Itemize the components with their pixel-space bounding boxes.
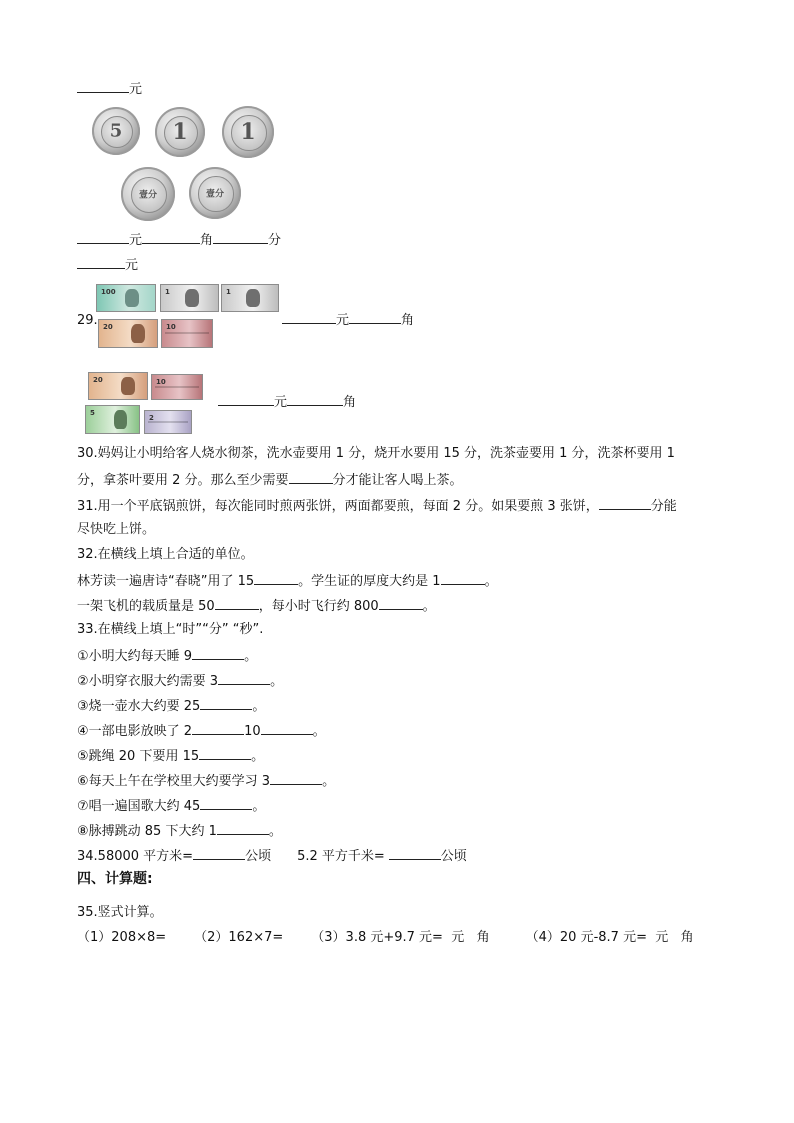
note-value: 10: [166, 323, 176, 331]
q33-item: [77, 647, 257, 665]
blank[interactable]: [77, 231, 129, 244]
blank[interactable]: [217, 822, 269, 835]
note-value: 5: [90, 409, 95, 417]
text: 34.58000 平方米=: [77, 849, 194, 864]
unit-jiao: 角: [200, 233, 214, 248]
text: 。: [322, 774, 336, 789]
blank[interactable]: [218, 393, 274, 406]
q34-line: [77, 847, 467, 865]
text: 分，拿茶叶要用 2 分。那么至少需要: [77, 473, 289, 488]
q35-items: [77, 930, 694, 946]
text: 。: [244, 649, 258, 664]
text: ④一部电影放映了 2: [77, 724, 193, 739]
blank[interactable]: [599, 497, 651, 510]
calc-item: （4）20 元-8.7 元= 元 角: [525, 930, 694, 945]
blank[interactable]: [77, 80, 129, 93]
banknote-20yuan: [98, 319, 158, 348]
coin-label: 壹分: [138, 190, 157, 201]
blank[interactable]: [199, 747, 251, 760]
text: 。: [422, 599, 436, 614]
blank[interactable]: [287, 393, 343, 406]
blank[interactable]: [349, 311, 401, 324]
unit-yuan: 元: [129, 82, 143, 97]
calc-item: （3）3.8 元+9.7 元= 元 角: [311, 930, 490, 945]
q30-line1: 30.妈妈让小明给客人烧水彻茶，洗水壶要用 1 分，烧开水要用 15 分，洗茶壶要用 1 分，洗茶杯要用 1: [77, 446, 675, 461]
text: ②小明穿衣服大约需要 3: [77, 674, 219, 689]
q32-line2: [77, 597, 436, 615]
q33-title: 33.在横线上填上“时”“分” “秒”.: [77, 622, 264, 637]
text: 。: [270, 674, 284, 689]
calc-item: （2）162×7=: [194, 930, 284, 945]
coin-5jiao-image: [92, 107, 140, 155]
text: 一架飞机的载质量是 50: [77, 599, 215, 614]
coin-total-line: [77, 256, 138, 274]
coin-label: 5: [109, 120, 123, 142]
q33-item: [77, 772, 335, 790]
unit-yuan: 元: [274, 395, 288, 410]
text: 5.2 平方千米=: [297, 849, 385, 864]
blank[interactable]: [282, 311, 336, 324]
coin-label: 壹分: [205, 189, 224, 200]
blank[interactable]: [441, 572, 485, 585]
text: 31.用一个平底锅煎饼，每次能同时煎两张饼，两面都要煎，每面 2 分。如果要煎 3 张饼，: [77, 499, 599, 514]
blank[interactable]: [192, 647, 244, 660]
text: ③烧一壶水大约要 25: [77, 699, 201, 714]
coin-answer-line: [77, 231, 281, 249]
note-value: 20: [103, 323, 113, 331]
note-value: 1: [165, 288, 170, 296]
blank[interactable]: [379, 597, 423, 610]
blank[interactable]: [270, 772, 322, 785]
q33-item: [77, 672, 283, 690]
blank[interactable]: [389, 847, 441, 860]
banknote-1yuan: [160, 284, 219, 312]
blank[interactable]: [213, 231, 268, 244]
q31-line2: 尽快吃上饼。: [77, 522, 156, 537]
note-value: 20: [93, 376, 103, 384]
blank[interactable]: [215, 597, 259, 610]
blank[interactable]: [142, 231, 200, 244]
blank[interactable]: [261, 722, 313, 735]
coin-1fen-image: [189, 167, 241, 219]
note-value: 1: [226, 288, 231, 296]
text: ⑤跳绳 20 下要用 15: [77, 749, 200, 764]
text: 分能: [650, 499, 677, 514]
q35-title: 35.竖式计算。: [77, 905, 163, 920]
banknote-10jiao: [151, 374, 203, 400]
blank[interactable]: [254, 572, 298, 585]
q33-item: [77, 722, 326, 740]
note-value: 10: [156, 378, 166, 386]
unit-yuan: 元: [336, 313, 350, 328]
coin-1fen-image: [121, 167, 175, 221]
text: ⑦唱一遍国歌大约 45: [77, 799, 201, 814]
text: ⑥每天上午在学校里大约要学习 3: [77, 774, 271, 789]
q29-row1-answer: [282, 311, 414, 329]
banknote-100yuan: [96, 284, 156, 312]
text: 。: [251, 749, 265, 764]
unit-jiao: 角: [401, 313, 415, 328]
banknote-10jiao: [161, 319, 213, 348]
coin-label: 1: [240, 119, 256, 145]
coin-label: 1: [172, 119, 188, 145]
text: 。: [268, 824, 282, 839]
text: 林芳读一遍唐诗“春晓”用了 15: [77, 574, 255, 589]
text: ①小明大约每天睡 9: [77, 649, 193, 664]
blank[interactable]: [192, 722, 244, 735]
text: ，每小时飞行约 800: [258, 599, 379, 614]
unit-yuan: 元: [125, 258, 139, 273]
blank[interactable]: [193, 847, 245, 860]
unit-yuan: 元: [129, 233, 143, 248]
banknote-20yuan: [88, 372, 148, 400]
q33-item: [77, 822, 282, 840]
coin-1yuan-image: [222, 106, 274, 158]
section-title: 四、计算题:: [77, 871, 153, 887]
blank[interactable]: [200, 797, 252, 810]
text: 公顷: [440, 849, 467, 864]
banknote-2jiao: [144, 410, 192, 434]
note-value: 2: [149, 414, 154, 422]
text: 分才能让客人喝上茶。: [332, 473, 463, 488]
calc-item: （1）208×8=: [77, 930, 167, 945]
q32-line1: [77, 572, 498, 590]
q33-item: [77, 747, 264, 765]
q33-item: [77, 797, 265, 815]
text: 。学生证的厚度大约是 1: [298, 574, 441, 589]
blank[interactable]: [289, 471, 333, 484]
unit-jiao: 角: [343, 395, 357, 410]
unit-fen: 分: [268, 233, 282, 248]
text: 。: [312, 724, 326, 739]
text: 10: [244, 724, 261, 739]
q32-title: 32.在横线上填上合适的单位。: [77, 547, 254, 562]
blank[interactable]: [218, 672, 270, 685]
coin-1yuan-image: [155, 107, 205, 157]
q29-number: 29.: [77, 313, 98, 328]
text: 公顷: [245, 849, 272, 864]
q33-item: [77, 697, 265, 715]
q30-line2: [77, 471, 463, 489]
banknote-5yuan: [85, 405, 140, 434]
text: 。: [484, 574, 498, 589]
blank[interactable]: [77, 256, 125, 269]
q31-line1: [77, 497, 677, 515]
text: 。: [252, 699, 266, 714]
text: ⑧脉搏跳动 85 下大约 1: [77, 824, 217, 839]
note-value: 100: [101, 288, 116, 296]
answer-line-top: [77, 80, 142, 98]
banknote-1yuan: [221, 284, 279, 312]
text: 。: [252, 799, 266, 814]
blank[interactable]: [200, 697, 252, 710]
q29-row2-answer: [218, 393, 356, 411]
